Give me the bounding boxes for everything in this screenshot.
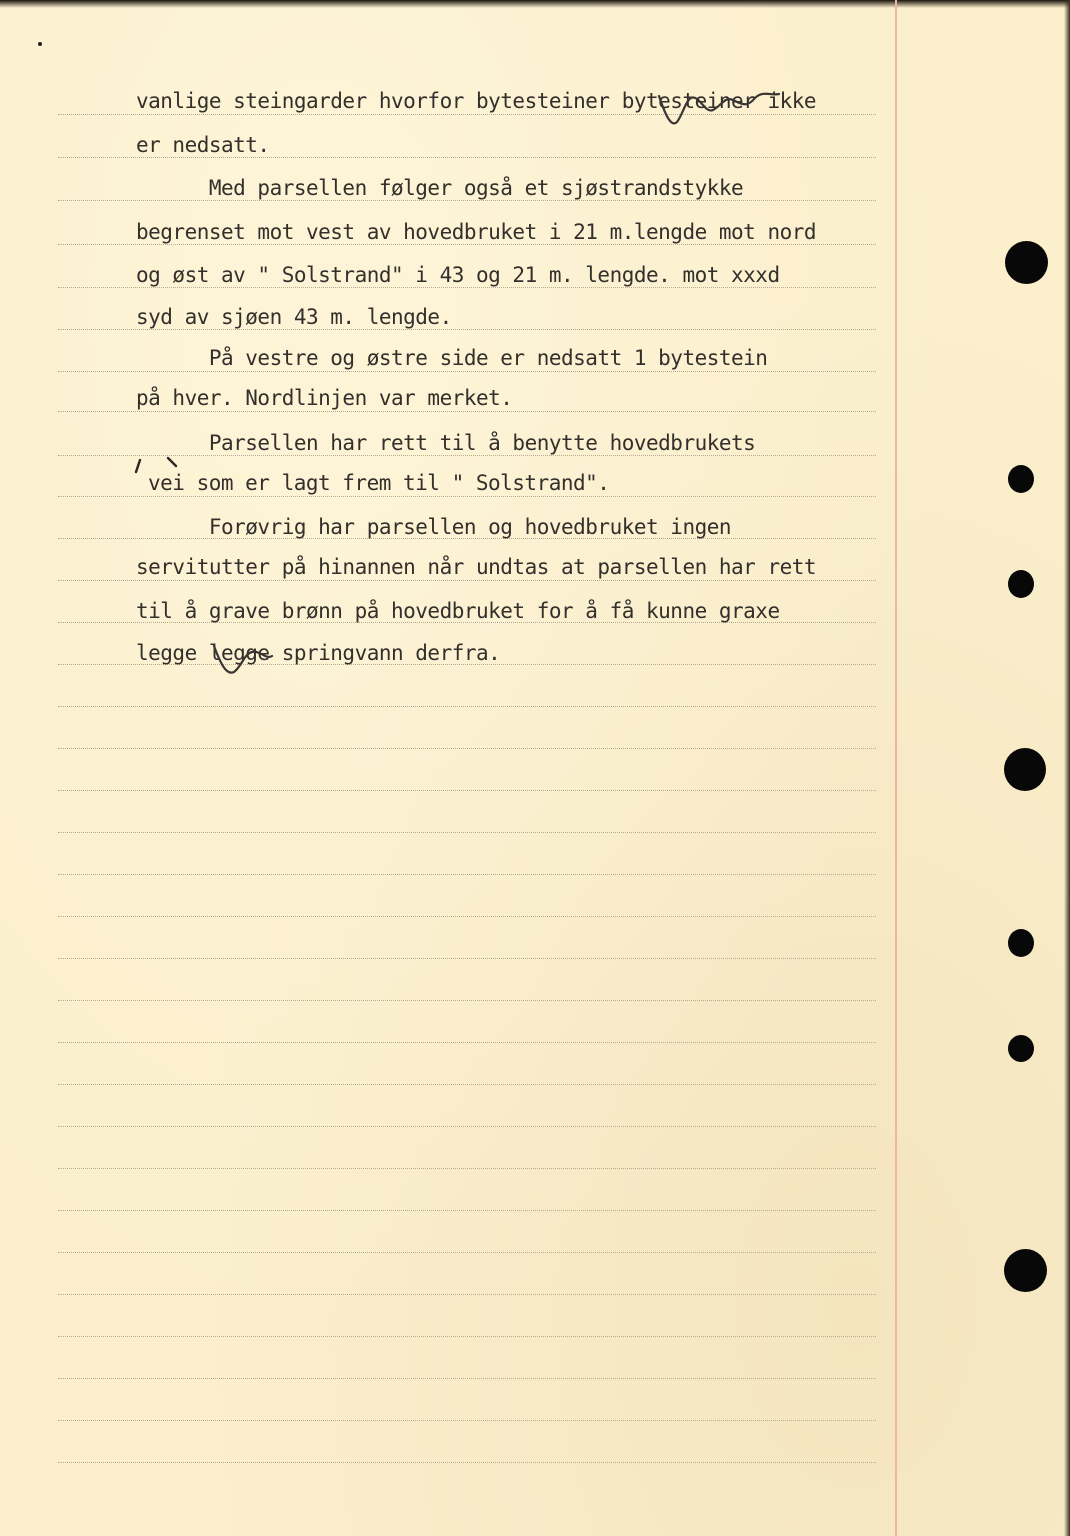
- ruled-line: [58, 790, 876, 791]
- punch-hole: [1008, 1035, 1034, 1062]
- punch-hole: [1008, 570, 1034, 598]
- text-line: Forøvrig har parsellen og hovedbruket ingen: [136, 515, 732, 539]
- text-line: er nedsatt.: [136, 133, 270, 157]
- ruled-line: [58, 832, 876, 833]
- punch-hole: [1004, 1249, 1047, 1292]
- margin-line: [895, 0, 897, 1536]
- ruled-line: [58, 916, 876, 917]
- text-line: Parsellen har rett til å benytte hovedbrukets: [136, 431, 756, 455]
- text-line: og øst av " Solstrand" i 43 og 21 m. lengde. mot xxxd: [136, 263, 780, 287]
- text-line: Med parsellen følger også et sjøstrandstykke: [136, 176, 744, 200]
- ruled-line: [58, 1378, 876, 1379]
- ruled-line: [58, 1252, 876, 1253]
- scan-edge-right: [1064, 0, 1070, 1536]
- scan-edge-top: [0, 0, 1070, 8]
- text-line: vanlige steingarder hvorfor bytesteiner bytesteiner ikke: [136, 89, 817, 113]
- ruled-line: [58, 496, 876, 497]
- ruled-line: [58, 1462, 876, 1463]
- ruled-line: [58, 1126, 876, 1127]
- text-line: til å grave brønn på hovedbruket for å få kunne graxe: [136, 599, 780, 623]
- text-line: servitutter på hinannen når undtas at parsellen har rett: [136, 555, 817, 579]
- ruled-line: [58, 958, 876, 959]
- text-line: på hver. Nordlinjen var merket.: [136, 386, 513, 410]
- ruled-line: [58, 1294, 876, 1295]
- ruled-line: [58, 580, 876, 581]
- ruled-line: [58, 411, 876, 412]
- ruled-line: [58, 706, 876, 707]
- text-line: På vestre og østre side er nedsatt 1 bytestein: [136, 346, 768, 370]
- punch-hole: [1008, 929, 1034, 957]
- ruled-line: [58, 114, 876, 115]
- ruled-line: [58, 1000, 876, 1001]
- text-line: syd av sjøen 43 m. lengde.: [136, 305, 452, 329]
- ruled-line: [58, 748, 876, 749]
- punch-hole: [1004, 748, 1046, 791]
- text-line: vei som er lagt frem til " Solstrand".: [148, 471, 610, 495]
- ruled-line: [58, 1420, 876, 1421]
- ruled-line: [58, 1168, 876, 1169]
- text-line: legge legge springvann derfra.: [136, 641, 501, 665]
- ruled-line: [58, 1042, 876, 1043]
- ruled-line: [58, 1336, 876, 1337]
- punch-hole: [1005, 241, 1048, 284]
- stray-ink-dot: [38, 42, 42, 46]
- ruled-line: [58, 874, 876, 875]
- ruled-line: [58, 1210, 876, 1211]
- text-line: begrenset mot vest av hovedbruket i 21 m.lengde mot nord: [136, 220, 817, 244]
- ruled-line: [58, 371, 876, 372]
- punch-hole: [1008, 465, 1034, 493]
- ruled-line: [58, 1084, 876, 1085]
